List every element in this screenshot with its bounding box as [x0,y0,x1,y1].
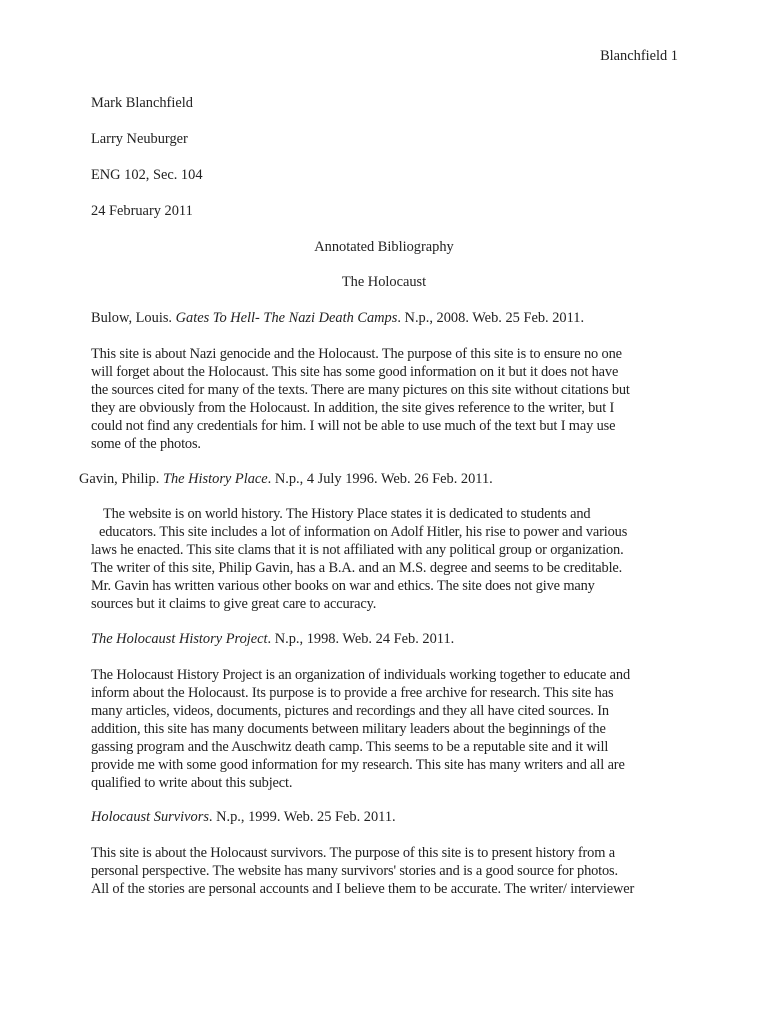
citation-1 [91,309,584,327]
annotation-line: inform about the Holocaust. Its purpose is to provide a free archive for research. This site has [91,685,614,701]
annotation-line: some of the photos. [91,436,201,452]
citation-1-details: . N.p., 2008. Web. 25 Feb. 2011. [397,310,585,326]
citation-4-title: Holocaust Survivors [91,809,209,825]
annotation-line: This site is about the Holocaust survivors. The purpose of this site is to present history from a [91,845,615,861]
annotation-line: many articles, videos, documents, pictures and recordings and they all have cited sources. In [91,703,609,719]
citation-2 [79,470,493,488]
citation-4 [91,808,396,826]
instructor-name: Larry Neuburger [91,131,188,147]
annotation-1 [91,345,691,453]
annotation-line: The Holocaust History Project is an organization of individuals working together to educate and [91,667,630,683]
annotation-line: could not find any credentials for him. I will not be able to use much of the text but I may use [91,418,616,434]
annotation-line: gassing program and the Auschwitz death camp. This seems to be a reputable site and it will [91,739,609,755]
citation-2-details: . N.p., 4 July 1996. Web. 26 Feb. 2011. [267,471,493,487]
annotation-line: personal perspective. The website has many survivors' stories and is a good source for photos. [91,863,618,879]
paper-date: 24 February 2011 [91,203,193,219]
citation-3-title: The Holocaust History Project [91,631,268,647]
citation-4-details: . N.p., 1999. Web. 25 Feb. 2011. [208,809,396,825]
document-title: Annotated Bibliography [314,239,454,255]
annotation-2 [91,505,691,613]
citation-3 [91,630,454,648]
annotation-line: This site is about Nazi genocide and the Holocaust. The purpose of this site is to ensure no one [91,346,622,362]
annotation-line: they are obviously from the Holocaust. In addition, the site gives reference to the writer, but I [91,400,615,416]
annotation-line: sources but it claims to give great care to accuracy. [91,596,377,612]
annotation-line: All of the stories are personal accounts and I believe them to be accurate. The writer/ interviewer [91,881,635,897]
annotation-4 [91,844,691,898]
annotation-line: provide me with some good information for my research. This site has many writers and all are [91,757,625,773]
citation-2-title: The History Place [162,471,268,487]
author-name: Mark Blanchfield [91,95,193,111]
citation-1-title: Gates To Hell- The Nazi Death Camps [175,310,398,326]
annotation-line: addition, this site has many documents between military leaders about the beginnings of the [91,721,606,737]
annotation-line: Mr. Gavin has written various other books on war and ethics. The site does not give many [91,578,595,594]
annotation-line: qualified to write about this subject. [91,775,293,791]
course-name: ENG 102, Sec. 104 [91,167,203,183]
running-head: Blanchfield 1 [600,48,678,64]
citation-3-details: . N.p., 1998. Web. 24 Feb. 2011. [267,631,455,647]
annotation-line: laws he enacted. This site clams that it is not affiliated with any political group or organization. [91,542,624,558]
annotation-line: The writer of this site, Philip Gavin, has a B.A. and an M.S. degree and seems to be creditable. [91,560,623,576]
citation-2-author: Gavin, Philip. [79,471,163,487]
annotation-line: will forget about the Holocaust. This site has some good information on it but it does not have [91,364,619,380]
annotation-3 [91,666,691,792]
annotation-line: educators. This site includes a lot of information on Adolf Hitler, his rise to power and various [99,524,628,540]
annotation-line: The website is on world history. The History Place states it is dedicated to students and [103,506,591,522]
document-subject: The Holocaust [341,274,427,290]
citation-1-author: Bulow, Louis. [91,310,176,326]
annotation-line: the sources cited for many of the texts. There are many pictures on this site without citations but [91,382,630,398]
